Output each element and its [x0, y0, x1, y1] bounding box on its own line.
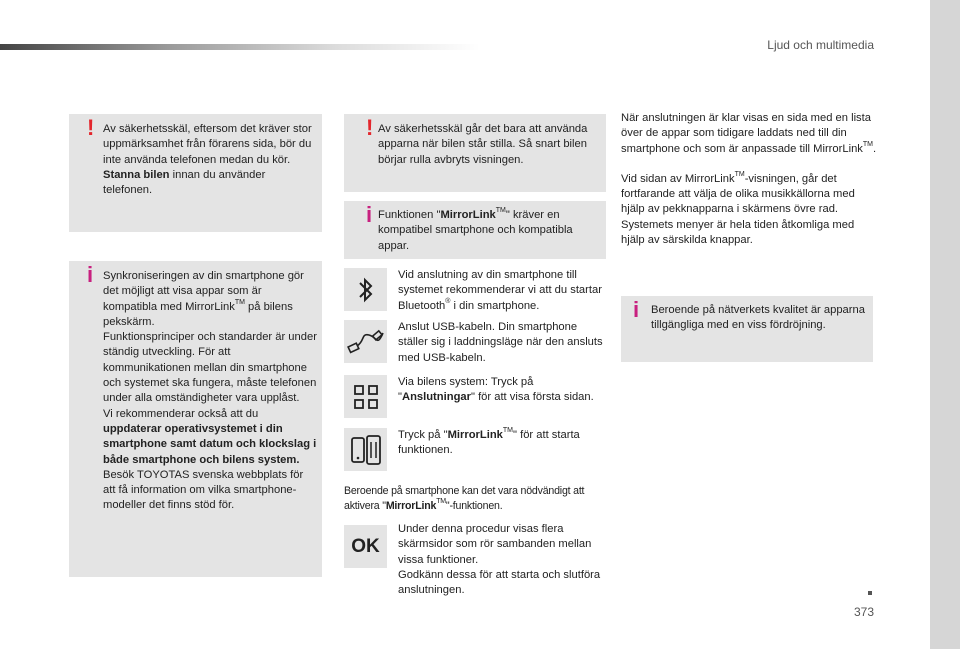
info-text-sync: Synkroniseringen av din smartphone gör det möjligt att visa appar som är kompatibla med MirrorLink™ på bilens pekskärm.	[103, 270, 304, 328]
warning-box-left	[69, 114, 322, 232]
apps-list-paragraph: När anslutningen är klar visas en sida med en lista över de appar som tidigare laddats ned till din smartphone och som är anpassade till MirrorLink™.	[621, 112, 877, 155]
info-text-recommend: Vi rekommenderar också att du uppdaterar operativsystemet i din smartphone samt datum och klockslag i både smartphone och bilens system.	[103, 407, 317, 466]
right-column-text	[621, 111, 877, 248]
section-title: Ljud och multimedia	[767, 38, 874, 52]
page-side-strip	[930, 0, 960, 649]
info-text-standards: Funktionsprinciper och standarder är under ständig utveckling. För att kommunikationen mellan din smartphone och systemet ska fungera, måste telefonen under alla omständigheter vara upplåst.	[103, 331, 317, 405]
page-number: 373	[853, 605, 874, 619]
step-connections	[344, 375, 606, 421]
step-bluetooth	[344, 268, 606, 314]
step-text: Vid anslutning av din smartphone till systemet rekommenderar vi att du startar Bluetooth® i din smartphone.	[398, 269, 602, 312]
info-text-website: Besök TOYOTAS svenska webbplats för att få information om vilka smartphone-modeller det finns stöd för.	[103, 468, 304, 512]
usb-cable-icon	[344, 320, 387, 363]
grid-icon	[344, 375, 387, 418]
info-mark-icon: i	[633, 297, 640, 322]
warning-mark-icon: !	[366, 115, 374, 140]
mirrorlink-phones-icon	[344, 428, 387, 471]
bluetooth-icon	[344, 268, 387, 311]
step-mirrorlink	[344, 428, 606, 474]
step-usb	[344, 320, 606, 366]
warning-text: Av säkerhetsskäl går det bara att använda apparna när bilen står stilla. Så snart bilen börjar rulla avbryts visningen.	[378, 123, 588, 166]
info-box-middle	[344, 201, 606, 259]
info-box-left	[69, 261, 322, 577]
info-box-right	[621, 296, 873, 362]
mirrorlink-note: Beroende på smartphone kan det vara nödvändigt att aktivera "MirrorLink™"-funktionen.	[344, 485, 585, 513]
ok-icon: OK	[344, 525, 387, 568]
step-ok	[344, 522, 606, 598]
info-mark-icon: i	[87, 262, 94, 287]
warning-mark-icon: !	[87, 115, 95, 140]
info-text: Funktionen "MirrorLink™" kräver en kompatibel smartphone och kompatibla appar.	[378, 207, 573, 252]
step-text: Tryck på "MirrorLink™" för att starta funktionen.	[398, 427, 580, 457]
step-text: Anslut USB-kabeln. Din smartphone ställer sig i laddningsläge när den ansluts med USB-kabeln.	[398, 321, 603, 364]
warning-box-middle	[344, 114, 606, 192]
step-text: Under denna procedur visas flera skärmsidor som rör sambanden mellan vissa funktioner. Godkänn dessa för att starta och slutföra anslutningen.	[398, 523, 601, 597]
warning-text: Av säkerhetsskäl, eftersom det kräver stor uppmärksamhet från förarens sida, bör du inte använda telefonen medan du kör. Stanna bilen innan du använder telefonen.	[103, 123, 312, 197]
music-sources-paragraph: Vid sidan av MirrorLink™-visningen, går det fortfarande att välja de olika musikkällorna med hjälp av pekknapparna i skärmens övre rad. Systemets menyer är hela tiden åtkomliga med hjälp av särskilda knappar.	[621, 170, 855, 247]
info-text: Beroende på nätverkets kvalitet är apparna tillgängliga med en viss fördröjning.	[651, 304, 865, 332]
page-marker	[868, 591, 872, 595]
header-gradient-bar	[0, 44, 480, 50]
info-mark-icon: i	[366, 202, 373, 227]
step-text: Via bilens system: Tryck på "Anslutningar" för att visa första sidan.	[398, 376, 594, 404]
